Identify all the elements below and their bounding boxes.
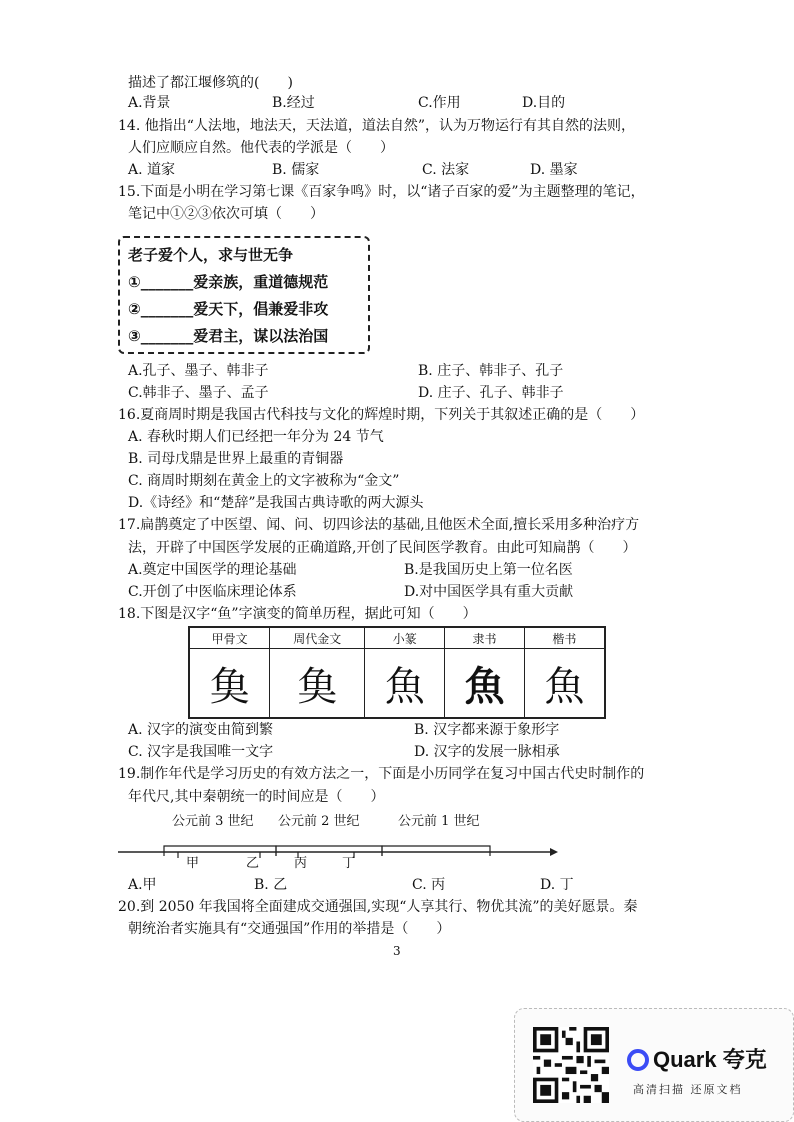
q14-option-d: D. 墨家 (530, 162, 578, 178)
quark-logo-icon (627, 1049, 649, 1071)
header-small-seal: 小篆 (365, 627, 445, 649)
timeline-ruler (118, 828, 558, 860)
q15-option-a: A.孔子、墨子、韩非子 (128, 363, 269, 379)
q18-option-d: D. 汉字的发展一脉相承 (414, 744, 560, 760)
page-number: 3 (393, 944, 401, 958)
glyph-clerical: 魚 (445, 649, 525, 719)
q18-option-c: C. 汉字是我国唯一文字 (128, 744, 274, 760)
q13-stem: 描述了都江堰修筑的( ) (128, 75, 293, 91)
q19-option-a: A.甲 (128, 877, 157, 893)
century-3bc-label: 公元前 3 世纪 (172, 814, 254, 829)
header-regular: 楷书 (524, 627, 605, 649)
mark-bing: 丙 (294, 856, 308, 871)
q17-option-c: C.开创了中医临床理论体系 (128, 584, 297, 600)
header-clerical: 隶书 (445, 627, 525, 649)
header-oracle: 甲骨文 (189, 627, 270, 649)
quark-tagline: 高清扫描 还原文档 (633, 1083, 743, 1096)
q13-option-d: D.目的 (522, 95, 566, 111)
mark-jia: 甲 (186, 856, 200, 871)
q14-option-c: C. 法家 (422, 162, 470, 178)
header-bronze: 周代金文 (270, 627, 365, 649)
q19-option-c: C. 丙 (412, 877, 446, 893)
century-2bc-label: 公元前 2 世纪 (278, 814, 360, 829)
q18-stem: 18.下图是汉字“鱼”字演变的简单历程，据此可知（ ） (118, 606, 477, 622)
q19-option-d: D. 丁 (540, 877, 574, 893)
q18-option-b: B. 汉字都来源于象形字 (414, 722, 560, 738)
mark-yi: 乙 (246, 856, 260, 871)
q19-stem-line2: 年代尺,其中秦朝统一的时间应是（ ） (128, 789, 385, 805)
q17-stem-line1: 17.扁鹊奠定了中医望、闻、问、切四诊法的基础,且他医术全面,擅长采用多种治疗方 (118, 517, 640, 533)
q20-stem-line2: 朝统治者实施具有“交通强国”作用的举措是（ ） (128, 921, 451, 937)
note-line-2: ①_______爱亲族，重道德规范 (128, 273, 329, 291)
q14-option-a: A. 道家 (128, 162, 176, 178)
mark-ding: 丁 (342, 856, 356, 871)
fish-evolution-table (188, 626, 606, 719)
glyph-oracle: 𩵋 (189, 649, 270, 719)
note-line-4: ③_______爱君主，谋以法治国 (128, 327, 329, 345)
q14-stem-line2: 人们应顺应自然。他代表的学派是（ ） (128, 140, 394, 156)
glyph-regular: 魚 (524, 649, 605, 719)
q17-option-a: A.奠定中国医学的理论基础 (128, 562, 297, 578)
q15-option-d: D. 庄子、孔子、韩非子 (418, 385, 564, 401)
q19-stem-line1: 19.制作年代是学习历史的有效方法之一，下面是小历同学在复习中国古代史时制作的 (118, 766, 645, 782)
q15-stem-line2: 笔记中①②③依次可填（ ） (128, 206, 324, 222)
qr-code-icon[interactable] (533, 1027, 609, 1103)
q16-option-a: A. 春秋时期人们已经把一年分为 24 节气 (128, 429, 384, 445)
q16-option-b: B. 司母戊鼎是世界上最重的青铜器 (128, 451, 344, 467)
q16-option-c: C. 商周时期刻在黄金上的文字被称为“金文” (128, 473, 400, 489)
q13-option-a: A.背景 (128, 95, 171, 111)
q17-option-d: D.对中国医学具有重大贡献 (404, 584, 574, 600)
glyph-small-seal: 魚 (365, 649, 445, 719)
q19-option-b: B. 乙 (254, 877, 288, 893)
quark-brand-text: Quark 夸克 (653, 1047, 767, 1072)
quark-brand-name (627, 1043, 767, 1074)
note-line-3: ②_______爱天下，倡兼爱非攻 (128, 300, 329, 318)
q15-note-box (118, 236, 370, 354)
q15-option-c: C.韩非子、墨子、孟子 (128, 385, 269, 401)
bracket-2bc (276, 846, 382, 856)
glyph-bronze: 𩵋 (270, 649, 365, 719)
quark-scan-badge[interactable] (514, 1008, 794, 1122)
q15-stem-line1: 15.下面是小明在学习第七课《百家争鸣》时，以“诸子百家的爱”为主题整理的笔记， (118, 184, 645, 200)
bracket-3bc (164, 846, 276, 856)
q14-option-b: B. 儒家 (272, 162, 320, 178)
bracket-1bc (382, 846, 490, 856)
note-line-1: 老子爱个人，求与世无争 (128, 246, 294, 264)
q15-option-b: B. 庄子、韩非子、孔子 (418, 363, 564, 379)
q17-stem-line2: 法，开辟了中国医学发展的正确道路,开创了民间医学教育。由此可知扁鹊（ ） (128, 540, 637, 556)
q18-option-a: A. 汉字的演变由简到繁 (128, 722, 274, 738)
century-1bc-label: 公元前 1 世纪 (398, 814, 480, 829)
q13-option-b: B.经过 (272, 95, 315, 111)
q20-stem-line1: 20.到 2050 年我国将全面建成交通强国,实现“人享其行、物优其流”的美好愿景。秦 (118, 899, 638, 915)
q13-option-c: C.作用 (418, 95, 461, 111)
arrow-head-icon (550, 848, 558, 856)
q17-option-b: B.是我国历史上第一位名医 (404, 562, 573, 578)
q14-stem-line1: 14. 他指出“人法地，地法天，天法道，道法自然”，认为万物运行有其自然的法则， (118, 118, 636, 134)
q16-option-d: D.《诗经》和“楚辞”是我国古典诗歌的两大源头 (128, 495, 424, 511)
q16-stem: 16.夏商周时期是我国古代科技与文化的辉煌时期，下列关于其叙述正确的是（ ） (118, 407, 645, 423)
